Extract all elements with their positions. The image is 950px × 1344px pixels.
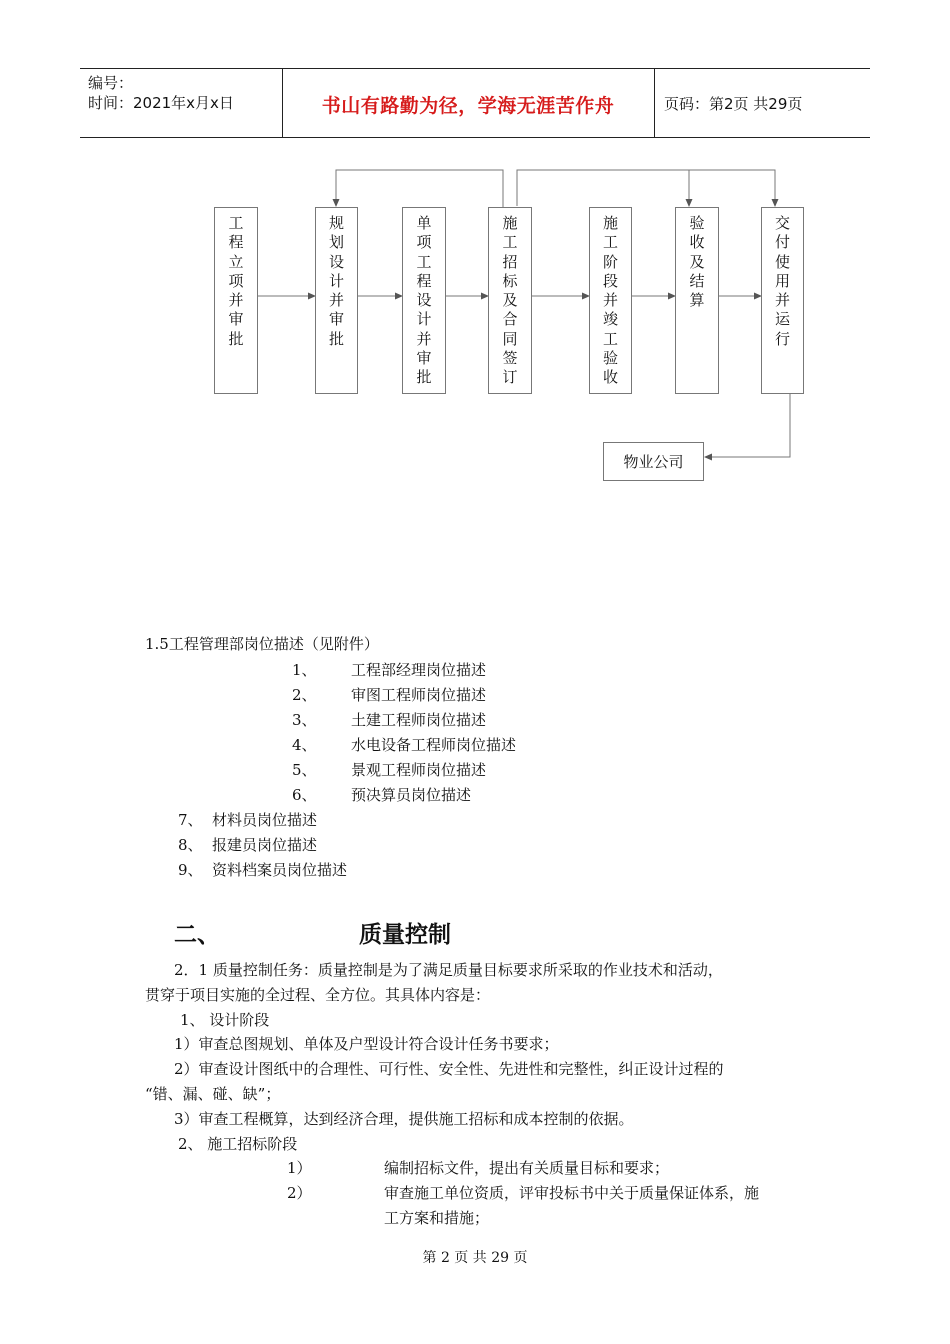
section-1-5-title: 1.5工程管理部岗位描述（见附件） xyxy=(145,635,379,653)
feedback-arrow xyxy=(336,170,503,207)
list-item-number: 2） xyxy=(287,1184,312,1202)
header-page-number: 页码：第2页 共29页 xyxy=(664,95,803,113)
flow-step-label: 施 工 招 标 及 合 同 签 订 xyxy=(502,214,518,387)
flow-step-acceptance-settlement xyxy=(675,207,719,394)
flow-step-construction-completion xyxy=(589,207,632,394)
paragraph-line: 3）审查工程概算，达到经济合理，提供施工招标和成本控制的依据。 xyxy=(174,1110,634,1128)
list-item-number: 1） xyxy=(287,1159,312,1177)
paragraph-line: 1）审查总图规划、单体及户型设计符合设计任务书要求； xyxy=(174,1035,559,1053)
list-item-number: 5、 xyxy=(292,761,317,779)
list-item: 水电设备工程师岗位描述 xyxy=(351,736,517,754)
list-item-number: 3、 xyxy=(292,711,317,729)
paragraph-line: 贯穿于项目实施的全过程、全方位。其具体内容是： xyxy=(145,986,491,1004)
list-item: 景观工程师岗位描述 xyxy=(351,761,487,779)
section-2-title: 质量控制 xyxy=(359,922,451,948)
paragraph-line: 2）审查设计图纸中的合理性、可行性、安全性、先进性和完整性，纠正设计过程的 xyxy=(174,1060,724,1078)
list-item-number: 7、 xyxy=(178,811,203,829)
flow-step-project-approval xyxy=(214,207,258,394)
list-item: 工程部经理岗位描述 xyxy=(351,661,487,679)
feedback-arrow xyxy=(517,170,775,206)
flow-step-label: 规 划 设 计 并 审 批 xyxy=(328,214,344,348)
header-motto: 书山有路勤为径，学海无涯苦作舟 xyxy=(321,95,615,117)
list-item-number: 2、 xyxy=(292,686,317,704)
flow-step-label: 单 项 工 程 设 计 并 审 批 xyxy=(416,214,432,387)
flow-step-label: 交 付 使 用 并 运 行 xyxy=(774,214,790,348)
list-item-number: 4、 xyxy=(292,736,317,754)
flow-step-unit-design xyxy=(402,207,446,394)
list-item: 资料档案员岗位描述 xyxy=(212,861,348,879)
flowchart-connectors xyxy=(0,0,950,520)
page-footer: 第 2 页 共 29 页 xyxy=(422,1250,528,1266)
document-time-label: 时间：2021年x月x日 xyxy=(88,94,234,112)
flow-step-label: 施 工 阶 段 并 竣 工 验 收 xyxy=(602,214,618,387)
paragraph-line: “错、漏、碰、缺”； xyxy=(145,1085,281,1103)
paragraph-line: 审查施工单位资质，评审投标书中关于质量保证体系，施 xyxy=(384,1184,760,1202)
list-item-number: 1、 xyxy=(292,661,317,679)
flow-step-tender-contract xyxy=(488,207,532,394)
list-item: 土建工程师岗位描述 xyxy=(351,711,487,729)
flow-step-label: 验 收 及 结 算 xyxy=(689,214,705,310)
paragraph-line: 工方案和措施； xyxy=(384,1209,490,1227)
flow-step-planning-design xyxy=(315,207,358,394)
list-item: 材料员岗位描述 xyxy=(212,811,318,829)
list-item-number: 9、 xyxy=(178,861,203,879)
paragraph-line: 2．1 质量控制任务：质量控制是为了满足质量目标要求所采取的作业技术和活动， xyxy=(174,961,723,979)
flow-property-company xyxy=(603,442,704,481)
flow-property-company-label: 物业公司 xyxy=(623,453,684,471)
stage-heading: 2、 施工招标阶段 xyxy=(178,1135,298,1153)
flow-step-label: 工 程 立 项 并 审 批 xyxy=(228,214,244,348)
stage-heading: 1、 设计阶段 xyxy=(180,1011,270,1029)
handover-arrow xyxy=(705,394,790,457)
list-item: 报建员岗位描述 xyxy=(212,836,318,854)
section-2-number: 二、 xyxy=(174,922,220,948)
list-item-number: 6、 xyxy=(292,786,317,804)
document-number-label: 编号： xyxy=(88,74,134,92)
flow-step-handover-operation xyxy=(761,207,804,394)
list-item-number: 8、 xyxy=(178,836,203,854)
list-item: 预决算员岗位描述 xyxy=(351,786,472,804)
list-item: 审图工程师岗位描述 xyxy=(351,686,487,704)
paragraph-line: 编制招标文件，提出有关质量目标和要求； xyxy=(384,1159,670,1177)
